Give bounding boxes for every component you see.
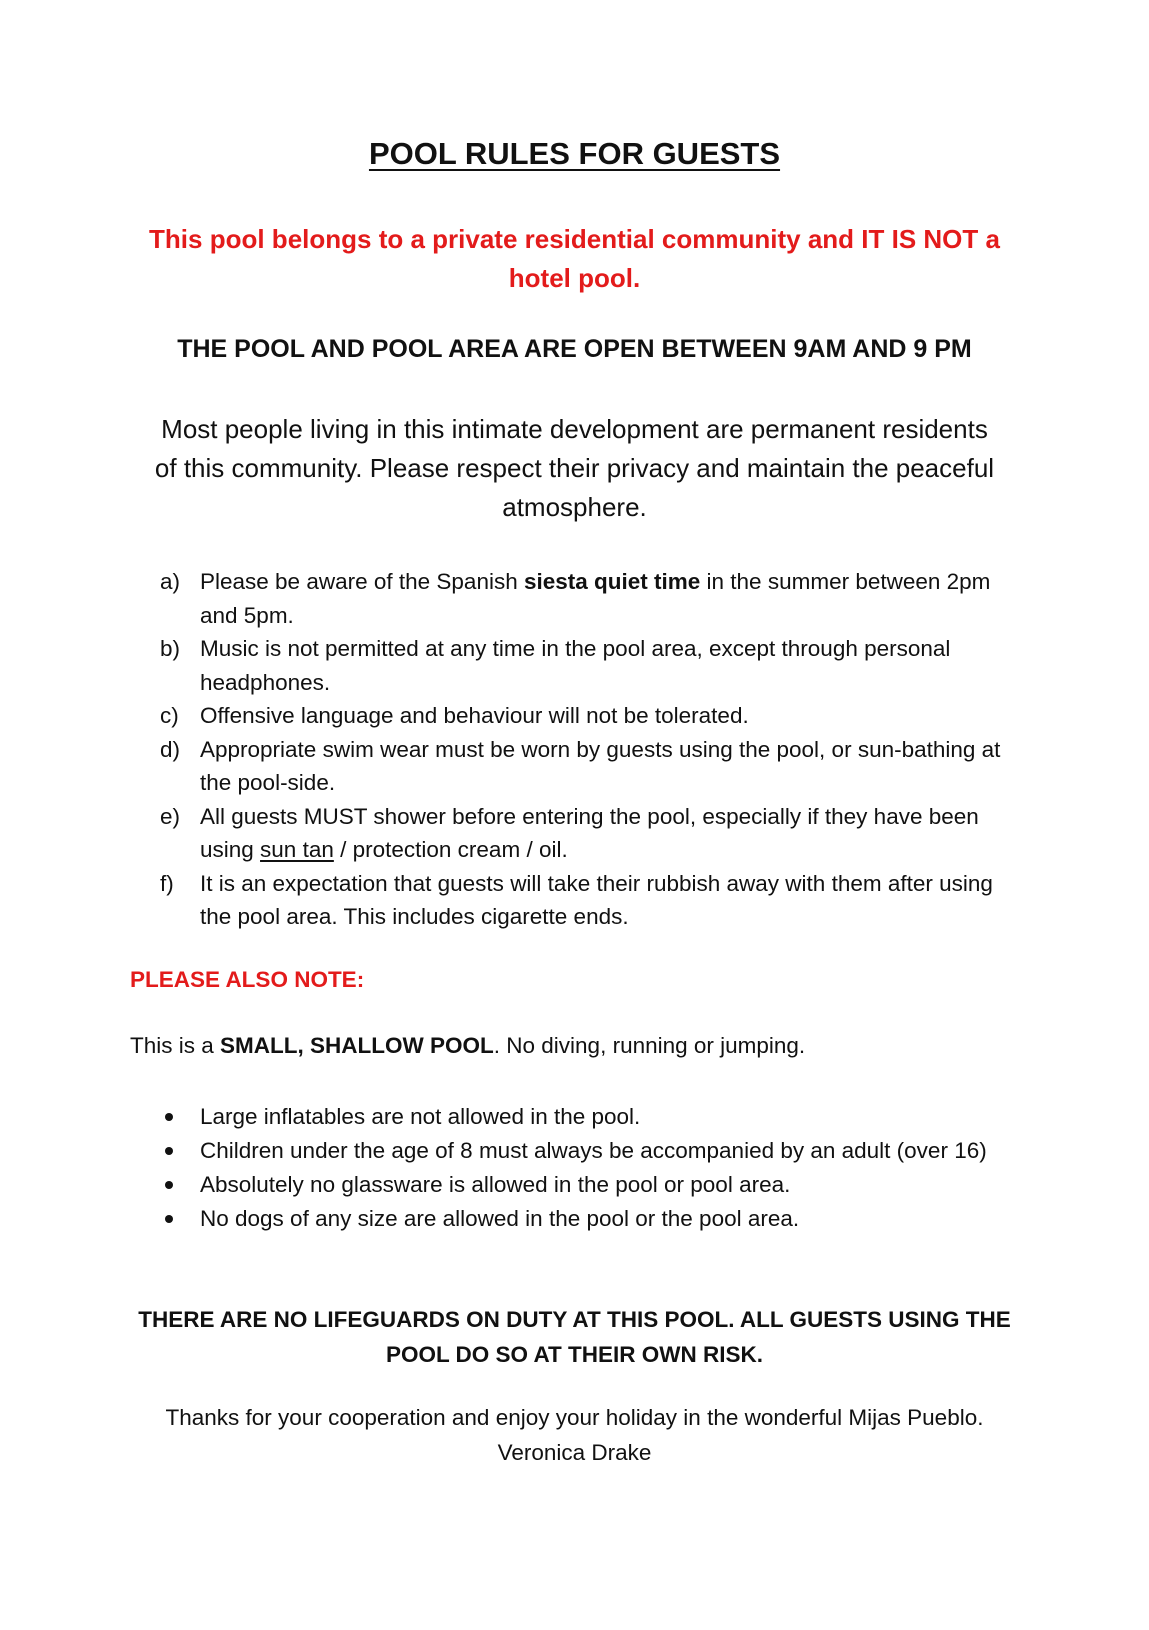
bullet-dot-icon: [165, 1113, 173, 1121]
rule-marker: a): [160, 569, 181, 594]
rule-marker: c): [160, 703, 179, 728]
thanks-signature: Thanks for your cooperation and enjoy your holiday in the wonderful Mijas Pueblo. Veronica Drake: [165, 1405, 984, 1465]
rule-item: d) Appropriate swim wear must be worn by guests using the pool, or sun-bathing at the pool-side.: [160, 733, 1020, 800]
rule-item: b) Music is not permitted at any time in the pool area, except through personal headphones.: [160, 632, 1020, 699]
rule-item: a) Please be aware of the Spanish siesta quiet time in the summer between 2pm and 5pm.: [160, 565, 1020, 632]
rule-marker: f): [160, 870, 174, 896]
rule-marker: d): [160, 736, 181, 762]
bullet-dot-icon: [165, 1181, 173, 1189]
sun-tan-underline: sun tan: [260, 837, 334, 862]
small-pool-notice: This is a SMALL, SHALLOW POOL. No diving, running or jumping.: [130, 1033, 806, 1058]
private-pool-notice: This pool belongs to a private residential community and IT IS NOT a hotel pool.: [149, 224, 1000, 293]
siesta-emphasis: siesta quiet time: [523, 569, 701, 594]
bullet-item: No dogs of any size are allowed in the pool or the pool area.: [160, 1202, 1020, 1236]
bullet-dot-icon: [165, 1215, 173, 1223]
lifeguard-warning: THERE ARE NO LIFEGUARDS ON DUTY AT THIS POOL. ALL GUESTS USING THE POOL DO SO AT THEIR OWN RISK.: [138, 1307, 1011, 1367]
rule-item: f) It is an expectation that guests will take their rubbish away with them after using the pool area. This includes cigarette ends.: [160, 867, 1020, 934]
rules-list: [160, 565, 1020, 934]
page-title: POOL RULES FOR GUESTS: [368, 136, 781, 171]
rule-item: c) Offensive language and behaviour will not be tolerated.: [160, 699, 1020, 733]
rule-marker: b): [160, 636, 181, 661]
bullet-item: Large inflatables are not allowed in the pool.: [160, 1100, 1020, 1134]
bullet-item: Absolutely no glassware is allowed in the pool or pool area.: [160, 1168, 1020, 1202]
rule-item: e) All guests MUST shower before entering the pool, especially if they have been using sun tan / protection cream / oil.: [160, 800, 1020, 867]
also-note-heading: PLEASE ALSO NOTE:: [130, 967, 365, 992]
rule-marker: e): [160, 803, 181, 829]
opening-hours: THE POOL AND POOL AREA ARE OPEN BETWEEN 9AM AND 9 PM: [177, 335, 972, 363]
intro-paragraph: Most people living in this intimate development are permanent residents of this community. Please respect their privacy and maintain the peaceful atmosphere.: [154, 414, 995, 522]
bullet-dot-icon: [165, 1147, 173, 1155]
bullet-list: [160, 1100, 1020, 1236]
small-shallow-emphasis: SMALL, SHALLOW POOL: [220, 1033, 494, 1058]
bullet-item: Children under the age of 8 must always be accompanied by an adult (over 16): [160, 1134, 1020, 1168]
